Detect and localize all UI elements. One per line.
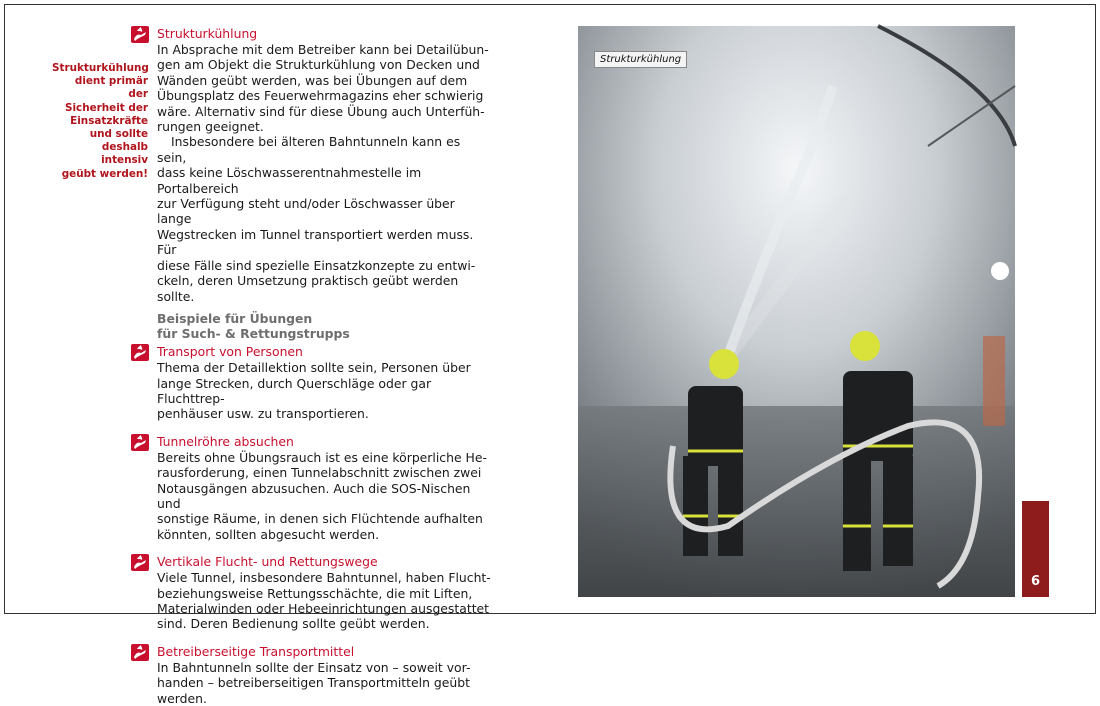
section-body bbox=[157, 360, 493, 422]
section-body bbox=[157, 450, 493, 542]
text-line: Insbesondere bei älteren Bahntunneln kann es sein, bbox=[157, 134, 461, 165]
text-line: Wänden geübt werden, was bei Übungen auf dem bbox=[157, 72, 468, 88]
text-line: lange Strecken, durch Querschläge oder gar Fluchttrep- bbox=[157, 375, 432, 406]
text-line: penhäuser usw. zu transportieren. bbox=[157, 406, 369, 422]
text-line: Thema der Detaillektion sollte sein, Personen über bbox=[157, 360, 471, 376]
text-line: diese Fälle sind spezielle Einsatzkonzepte zu entwi- bbox=[157, 257, 476, 273]
text-line: könnten, sollten abgesucht werden. bbox=[157, 526, 380, 542]
text-line: ckeln, deren Umsetzung praktisch geübt werden sollte. bbox=[157, 273, 459, 304]
text-line: In Absprache mit dem Betreiber kann bei Detailübun- bbox=[157, 42, 489, 57]
photo-caption-label: Strukturkühlung bbox=[594, 51, 687, 68]
sidenote-line: und sollte bbox=[89, 128, 148, 141]
fire-hand-icon bbox=[131, 344, 149, 361]
subheading-line: Beispiele für Übungen bbox=[157, 310, 313, 326]
text-line: handen – betreiberseitigen Transportmitteln geübt bbox=[157, 675, 470, 691]
text-line: werden. bbox=[157, 690, 207, 706]
subheading bbox=[157, 312, 493, 341]
sidenote bbox=[52, 62, 148, 181]
text-line: sind. Deren Bedienung sollte geübt werden. bbox=[157, 616, 430, 632]
sidenote-line: geübt werden! bbox=[61, 167, 148, 180]
text-line: wäre. Alternativ sind für diese Übung auch Unterfüh- bbox=[157, 103, 485, 119]
section-transportmittel bbox=[157, 644, 493, 706]
text-line: gen am Objekt die Strukturkühlung von Decken und bbox=[157, 57, 480, 73]
section-body bbox=[157, 570, 493, 632]
subheading-line: für Such- & Rettungstrupps bbox=[157, 325, 350, 341]
main-column bbox=[157, 26, 493, 706]
text-line: Bereits ohne Übungsrauch ist es eine körperliche He- bbox=[157, 449, 487, 465]
section-title: Betreiberseitige Transportmittel bbox=[157, 643, 355, 659]
section-title: Transport von Personen bbox=[157, 344, 303, 360]
section-title: Tunnelröhre absuchen bbox=[157, 433, 294, 449]
fire-hand-icon bbox=[131, 644, 149, 661]
section-strukturkuehlung bbox=[157, 26, 493, 304]
section-body bbox=[157, 660, 493, 706]
fire-hand-icon bbox=[131, 554, 149, 571]
section-tunnelroehre bbox=[157, 434, 493, 542]
section-vertikale-wege bbox=[157, 554, 493, 632]
tunnel-photo bbox=[578, 26, 1015, 597]
text-line: Viele Tunnel, insbesondere Bahntunnel, haben Flucht- bbox=[157, 570, 491, 586]
page-number: 6 bbox=[1030, 574, 1041, 589]
text-line: Übungsplatz des Feuerwehrmagazins eher schwierig bbox=[157, 88, 484, 104]
sidenote-line: dient primär der bbox=[74, 75, 148, 101]
text-line: Materialwinden oder Hebeeinrichtungen ausgestattet bbox=[157, 600, 490, 616]
section-body bbox=[157, 42, 493, 304]
text-line: dass keine Löschwasserentnahmestelle im Portalbereich bbox=[157, 165, 422, 196]
text-line: Wegstrecken im Tunnel transportiert werden muss. Für bbox=[157, 226, 474, 258]
text-line: rausforderung, einen Tunnelabschnitt zwischen zwei bbox=[157, 465, 482, 481]
text-line: Notausgängen abzusuchen. Auch die SOS-Nischen und bbox=[157, 480, 471, 511]
sidenote-line: Sicherheit der bbox=[65, 101, 148, 114]
text-line: beziehungsweise Rettungsschächte, die mit Liften, bbox=[157, 585, 473, 601]
fire-hand-icon bbox=[131, 434, 149, 451]
sidenote-line: Einsatzkräfte bbox=[70, 114, 148, 127]
sidenote-line: Strukturkühlung bbox=[52, 62, 149, 74]
fire-hand-icon bbox=[131, 26, 149, 43]
section-title: Strukturkühlung bbox=[157, 26, 258, 41]
text-line: rungen geeignet. bbox=[157, 119, 264, 135]
sidenote-line: deshalb intensiv bbox=[101, 141, 148, 167]
section-transport-personen bbox=[157, 344, 493, 422]
text-line: zur Verfügung steht und/oder Löschwasser über lange bbox=[157, 196, 455, 227]
section-title: Vertikale Flucht- und Rettungswege bbox=[157, 554, 378, 570]
text-line: sonstige Räume, in denen sich Flüchtende aufhalten bbox=[157, 511, 483, 527]
text-line: In Bahntunneln sollte der Einsatz von – soweit vor- bbox=[157, 659, 471, 675]
